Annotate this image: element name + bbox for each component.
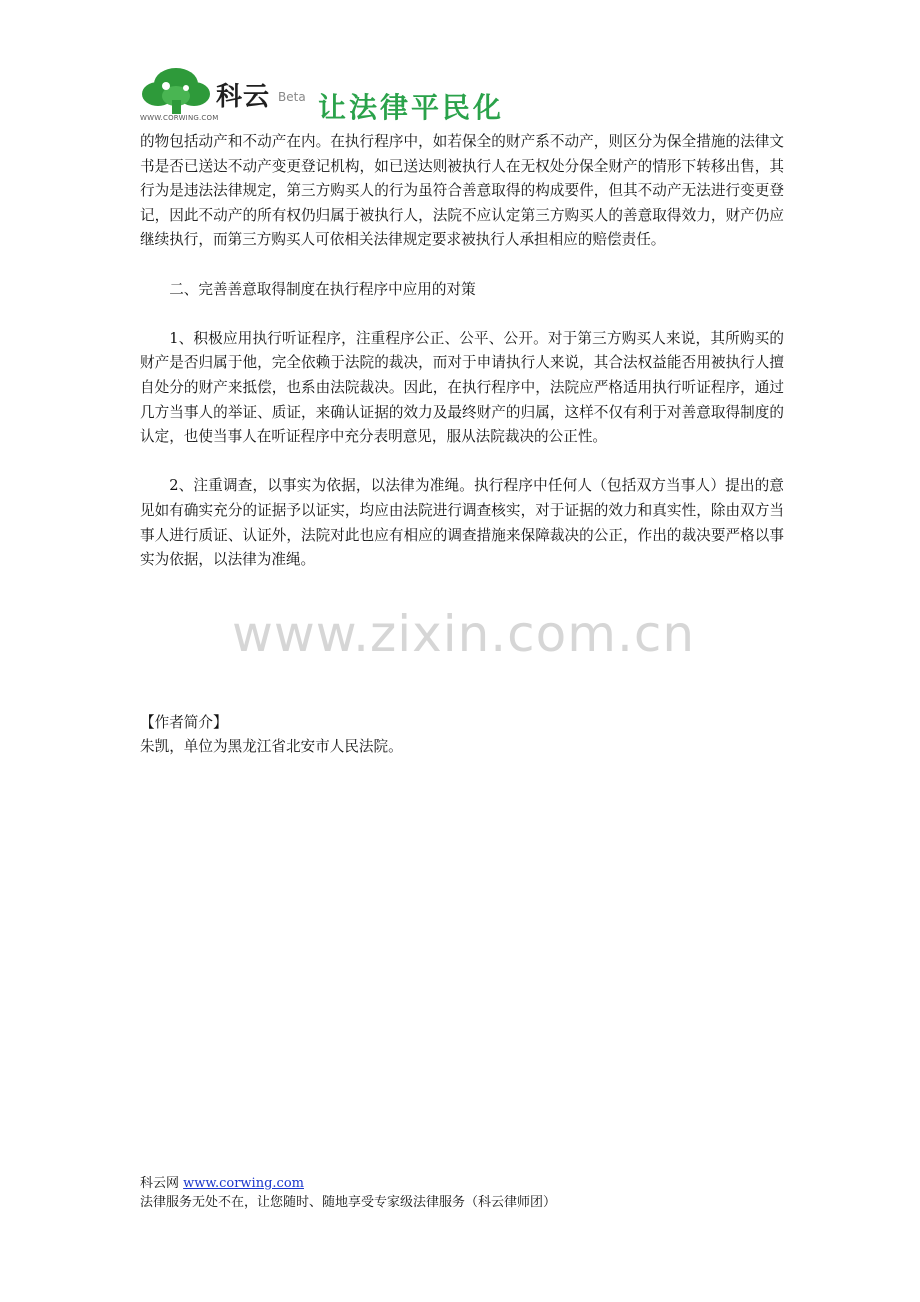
author-heading: 【作者简介】 <box>140 714 228 731</box>
author-text: 朱凯，单位为黑龙江省北安市人民法院。 <box>140 738 403 755</box>
slogan: 让法律平民化 <box>318 91 505 124</box>
footer-site-name: 科云网 <box>140 1176 184 1191</box>
author-section <box>140 711 403 759</box>
article-body <box>140 130 784 597</box>
beta-label: Beta <box>278 90 306 104</box>
site-header <box>136 64 556 134</box>
page-footer <box>140 1174 556 1212</box>
footer-link[interactable]: www.corwing.com <box>183 1176 304 1191</box>
paragraph-point-2: 2、注重调查，以事实为依据，以法律为准绳。执行程序中任何人（包括双方当事人）提出的意见如有确实充分的证据予以证实，均应由法院进行调查核实，对于证据的效力和真实性，除由双方当事人进行质证、认证外，法院对此也应有相应的调查措施来保障裁决的公正，作出的裁决要严格以事实为依据，以法律为准绳。 <box>140 477 784 569</box>
watermark: www.zixin.com.cn <box>232 605 696 663</box>
paragraph-point-1: 1、积极应用执行听证程序，注重程序公正、公平、公开。对于第三方购买人来说，其所购买的财产是否归属于他，完全依赖于法院的裁决，而对于申请执行人来说，其合法权益能否用被执行人擅自处分的财产来抵偿，也系由法院裁决。因此，在执行程序中，法院应严格适用执行听证程序，通过几方当事人的举证、质证，来确认证据的效力及最终财产的归属，这样不仅有利于对善意取得制度的认定，也使当事人在听证程序中充分表明意见，服从法院裁决的公正性。 <box>140 329 784 446</box>
logo-url: WWW.CORWING.COM <box>140 114 219 122</box>
footer-site-line <box>140 1174 556 1193</box>
brand-name: 科云 <box>216 82 271 112</box>
footer-tagline: 法律服务无处不在，让您随时、随地享受专家级法律服务（科云律师团） <box>140 1195 557 1210</box>
section-heading: 二、完善善意取得制度在执行程序中应用的对策 <box>169 280 476 298</box>
paragraph-continuation: 的物包括动产和不动产在内。在执行程序中，如若保全的财产系不动产，则区分为保全措施的法律文书是否已送达不动产变更登记机构，如已送达则被执行人在无权处分保全财产的情形下转移出售，其行为是违法法律规定，第三方购买人的行为虽符合善意取得的构成要件，但其不动产无法进行变更登记，因此不动产的所有权仍归属于被执行人，法院不应认定第三方购买人的善意取得效力，财产仍应继续执行，而第三方购买人可依相关法律规定要求被执行人承担相应的赔偿责任。 <box>140 133 784 249</box>
